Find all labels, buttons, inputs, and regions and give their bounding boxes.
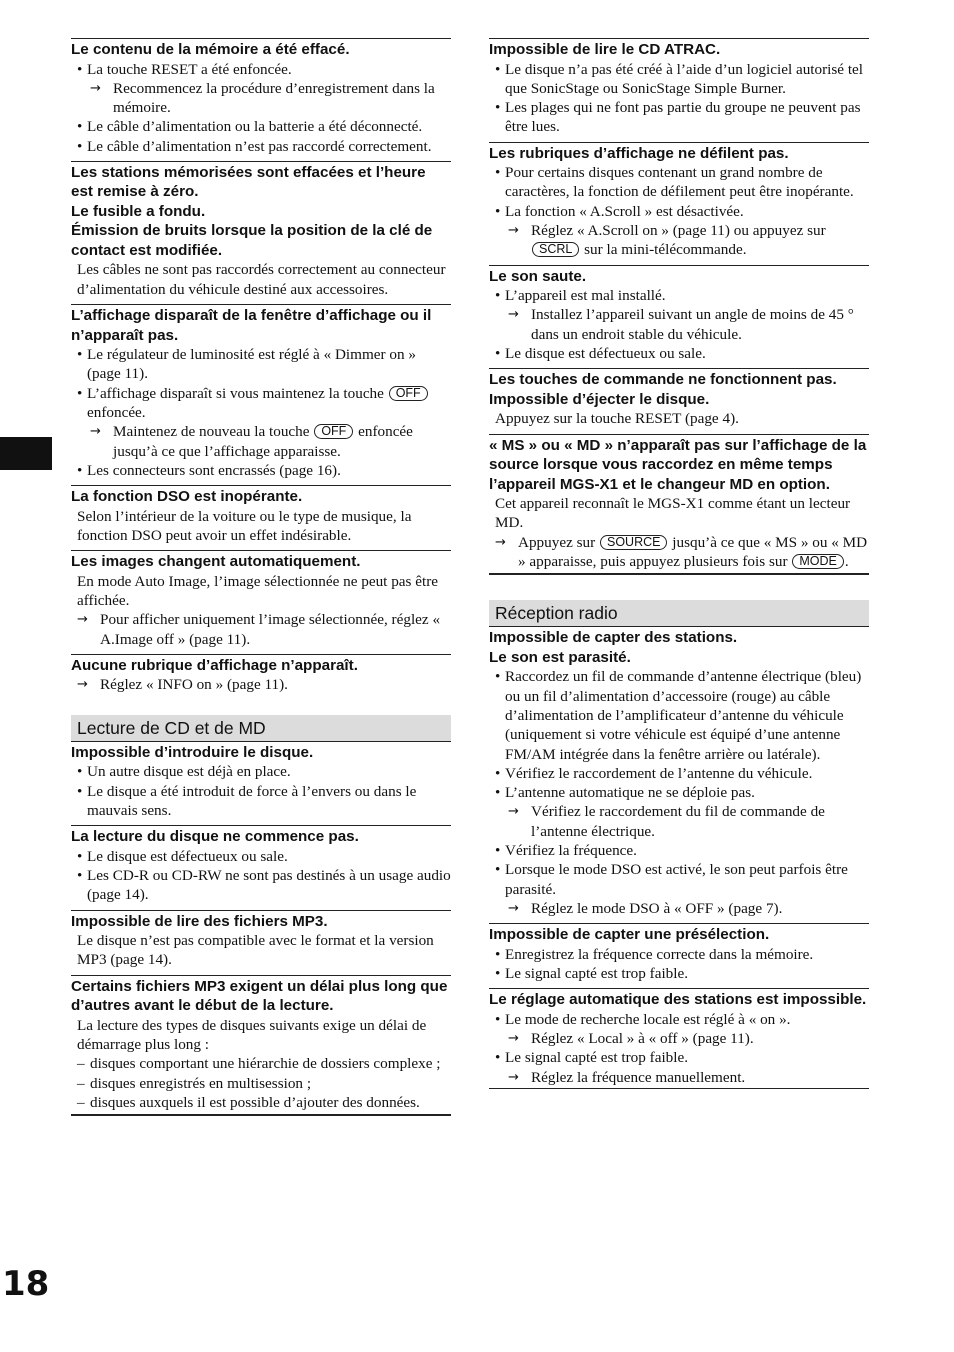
trouble-no-display-item <box>71 654 451 695</box>
block-heading: Impossible de lire des fichiers MP3. <box>71 912 328 930</box>
mode-key: MODE <box>792 554 844 569</box>
dash-item: – disques comportant une hiérarchie de dossiers complexe ; <box>71 1054 451 1073</box>
remedy-line <box>71 675 451 694</box>
block-heading: La fonction DSO est inopérante. <box>71 488 303 506</box>
bullet-item: • Le signal capté est trop faible. <box>489 964 869 983</box>
remedy-line <box>489 1029 869 1048</box>
arrow-icon: → <box>90 80 101 96</box>
trouble-mp3-not-play <box>71 910 451 970</box>
block-heading: Les touches de commande ne fonctionnent pas. <box>489 371 837 389</box>
remedy-text: Réglez « Local » à « off » (page 11). <box>531 1030 754 1048</box>
section-heading-cd-md: Lecture de CD et de MD <box>71 715 451 742</box>
dash-item: – disques auxquels il est possible d’ajouter des données. <box>71 1093 451 1112</box>
block-heading: Les images changent automatiquement. <box>71 553 361 571</box>
block-heading: Le contenu de la mémoire a été effacé. <box>71 41 350 58</box>
remedy-text: Réglez « A.Scroll on » (page 11) ou appuyez sur <box>531 222 826 240</box>
block-heading: Impossible de lire le CD ATRAC. <box>489 41 721 58</box>
remedy-text: Installez l’appareil suivant un angle de moins de 45 ° dans un endroit stable du véhicule. <box>531 306 854 343</box>
remedy-text: Réglez la fréquence manuellement. <box>531 1068 746 1086</box>
remedy-text: . <box>844 553 849 571</box>
block-heading: Émission de bruits lorsque la position de la clé de contact est modifiée. <box>71 222 433 259</box>
remedy-line <box>71 610 451 649</box>
off-key: OFF <box>314 424 353 439</box>
remedy-text: sur la mini-télécommande. <box>584 241 747 259</box>
bullet-text: enfoncée. <box>87 403 146 421</box>
bullet-item: • Le régulateur de luminosité est réglé à « Dimmer on » (page 11). <box>71 345 451 384</box>
off-key: OFF <box>389 386 428 401</box>
remedy-line <box>489 1068 869 1087</box>
trouble-memory-erased <box>71 38 451 156</box>
remedy-text: Recommencez la procédure d’enregistrement dans la mémoire. <box>113 79 435 117</box>
paragraph: En mode Auto Image, l’image sélectionnée ne peut pas être affichée. <box>77 572 438 610</box>
thumb-index-tab <box>0 437 52 470</box>
bullet-item <box>71 384 451 423</box>
trouble-buttons-not-work <box>489 368 869 428</box>
trouble-atrac <box>489 38 869 137</box>
remedy-line <box>489 802 869 841</box>
remedy-text: Appuyez sur <box>518 533 596 551</box>
remedy-text: Vérifiez le raccordement du fil de commande de l’antenne électrique. <box>531 803 825 840</box>
bullet-text: L’affichage disparaît si vous maintenez la touche <box>87 384 384 402</box>
remedy-text: Pour afficher uniquement l’image sélectionnée, réglez « A.Image off » (page 11). <box>100 611 441 648</box>
block-heading: Le son est parasité. <box>489 648 631 666</box>
bullet-item: • Un autre disque est déjà en place. <box>71 762 451 781</box>
bullet-item: • Les connecteurs sont encrassés (page 16). <box>71 461 451 480</box>
bullet-item: • Le câble d’alimentation n’est pas raccordé correctement. <box>71 137 451 156</box>
bullet-item: • Vérifiez la fréquence. <box>489 841 869 860</box>
trouble-no-preset <box>489 923 869 983</box>
paragraph: Cet appareil reconnaît le MGS-X1 comme étant un lecteur MD. <box>495 495 851 532</box>
trouble-auto-tuning <box>489 988 869 1089</box>
arrow-icon: → <box>508 223 519 239</box>
trouble-stations-erased <box>71 161 451 299</box>
bullet-item: • Enregistrez la fréquence correcte dans la mémoire. <box>489 945 869 964</box>
remedy-text: Maintenez de nouveau la touche <box>113 423 310 441</box>
dash-item: – disques enregistrés en multisession ; <box>71 1074 451 1093</box>
bullet-item: • L’antenne automatique ne se déploie pas. <box>489 783 869 802</box>
trouble-mp3-delay <box>71 975 451 1116</box>
block-heading: Certains fichiers MP3 exigent un délai plus long que d’autres avant le début de la lecture. <box>71 977 448 1015</box>
source-key: SOURCE <box>600 535 667 550</box>
block-heading: Le fusible a fondu. <box>71 202 206 220</box>
trouble-display-disappears <box>71 304 451 480</box>
arrow-icon: → <box>508 1031 519 1047</box>
remedy-line <box>71 422 451 461</box>
page-number: 18 <box>2 1264 50 1304</box>
trouble-dso <box>71 485 451 545</box>
paragraph: La lecture des types de disques suivants exige un délai de démarrage plus long : <box>77 1016 427 1053</box>
remedy-text: enfoncée jusqu’à ce que l’affichage apparaisse. <box>113 423 413 460</box>
trouble-cannot-insert <box>71 742 451 820</box>
block-heading: Les stations mémorisées sont effacées et l’heure est remise à zéro. <box>71 163 426 201</box>
arrow-icon: → <box>508 1069 519 1085</box>
left-column <box>71 38 451 1121</box>
arrow-icon: → <box>77 677 88 693</box>
remedy-line <box>71 79 451 118</box>
trouble-no-scroll <box>489 142 869 260</box>
bullet-item: • Les CD-R ou CD-RW ne sont pas destinés à un usage audio (page 14). <box>71 866 451 905</box>
trouble-ms-md-not-shown <box>489 434 869 576</box>
bullet-item: • La touche RESET a été enfoncée. <box>71 60 451 79</box>
block-heading: Impossible d’éjecter le disque. <box>489 390 710 408</box>
trouble-sound-skips <box>489 265 869 364</box>
bullet-item: • Le câble d’alimentation ou la batterie a été déconnecté. <box>71 117 451 136</box>
bullet-item: • Vérifiez le raccordement de l’antenne du véhicule. <box>489 764 869 783</box>
paragraph: Appuyez sur la touche RESET (page 4). <box>495 410 739 428</box>
arrow-icon: → <box>495 534 506 550</box>
trouble-images-change <box>71 550 451 649</box>
block-heading: Le son saute. <box>489 267 587 285</box>
arrow-icon: → <box>77 612 88 628</box>
block-heading: La lecture du disque ne commence pas. <box>71 828 359 846</box>
arrow-icon: → <box>508 307 519 323</box>
remedy-text: jusqu’à ce que « MS » ou « MD » apparaisse, puis appuyez plusieurs fois sur <box>518 533 868 571</box>
arrow-icon: → <box>90 424 101 440</box>
arrow-icon: → <box>508 900 519 916</box>
trouble-no-stations <box>489 627 869 918</box>
block-heading: Impossible de capter des stations. <box>489 629 738 647</box>
paragraph: Le disque n’est pas compatible avec le format et la version MP3 (page 14). <box>77 932 434 969</box>
section-heading-radio: Réception radio <box>489 600 869 627</box>
arrow-icon: → <box>508 804 519 820</box>
right-column <box>489 38 869 1094</box>
block-heading: L’affichage disparaît de la fenêtre d’affichage ou il n’apparaît pas. <box>71 307 432 344</box>
block-heading: Le réglage automatique des stations est impossible. <box>489 991 867 1009</box>
remedy-line <box>489 305 869 344</box>
bullet-item: • La fonction « A.Scroll » est désactivée. <box>489 202 869 221</box>
bullet-item: • L’appareil est mal installé. <box>489 286 869 305</box>
remedy-line <box>489 221 869 260</box>
bullet-item: • Lorsque le mode DSO est activé, le son peut parfois être parasité. <box>489 860 869 899</box>
bullet-item: • Pour certains disques contenant un grand nombre de caractères, la fonction de défilement peut être inopérante. <box>489 163 869 202</box>
bullet-item: • Le disque a été introduit de force à l’envers ou dans le mauvais sens. <box>71 782 451 821</box>
bullet-item: • Le mode de recherche locale est réglé à « on ». <box>489 1010 869 1029</box>
trouble-playback-not-start <box>71 825 451 904</box>
paragraph: Les câbles ne sont pas raccordés correctement au connecteur d’alimentation du véhicule destiné aux accessoires. <box>77 261 446 298</box>
block-heading: « MS » ou « MD » n’apparaît pas sur l’affichage de la source lorsque vous raccordez en même temps l’appareil MGS-X1 et le changeur MD en option. <box>489 436 867 493</box>
bullet-item: • Le disque n’a pas été créé à l’aide d’un logiciel autorisé tel que SonicStage ou SonicStage Simple Burner. <box>489 60 869 99</box>
scrl-key: SCRL <box>532 242 579 257</box>
remedy-text: Réglez le mode DSO à « OFF » (page 7). <box>531 899 783 917</box>
block-heading: Aucune rubrique d’affichage n’apparaît. <box>71 656 358 674</box>
remedy-line <box>489 899 869 918</box>
block-heading: Impossible de capter une présélection. <box>489 926 770 944</box>
bullet-item: • Raccordez un fil de commande d’antenne électrique (bleu) ou un fil d’alimentation d’accessoire (rouge) au câble d’alimentation de l’amplificateur d’antenne du véhicule (uniquement si votre véhicule est équipé d’une antenne FM/AM intégrée dans la fenêtre arrière ou latérale). <box>489 667 869 763</box>
bullet-item: • Le signal capté est trop faible. <box>489 1048 869 1067</box>
remedy-text: Réglez « INFO on » (page 11). <box>100 676 288 694</box>
block-heading: Les rubriques d’affichage ne défilent pas. <box>489 144 789 162</box>
remedy-line <box>489 533 869 572</box>
bullet-item: • Le disque est défectueux ou sale. <box>489 344 869 363</box>
bullet-item: • Le disque est défectueux ou sale. <box>71 847 451 866</box>
block-heading: Impossible d’introduire le disque. <box>71 743 314 761</box>
paragraph: Selon l’intérieur de la voiture ou le type de musique, la fonction DSO peut avoir un effet indésirable. <box>77 507 412 544</box>
bullet-item: • Les plages qui ne font pas partie du groupe ne peuvent pas être lues. <box>489 98 869 137</box>
